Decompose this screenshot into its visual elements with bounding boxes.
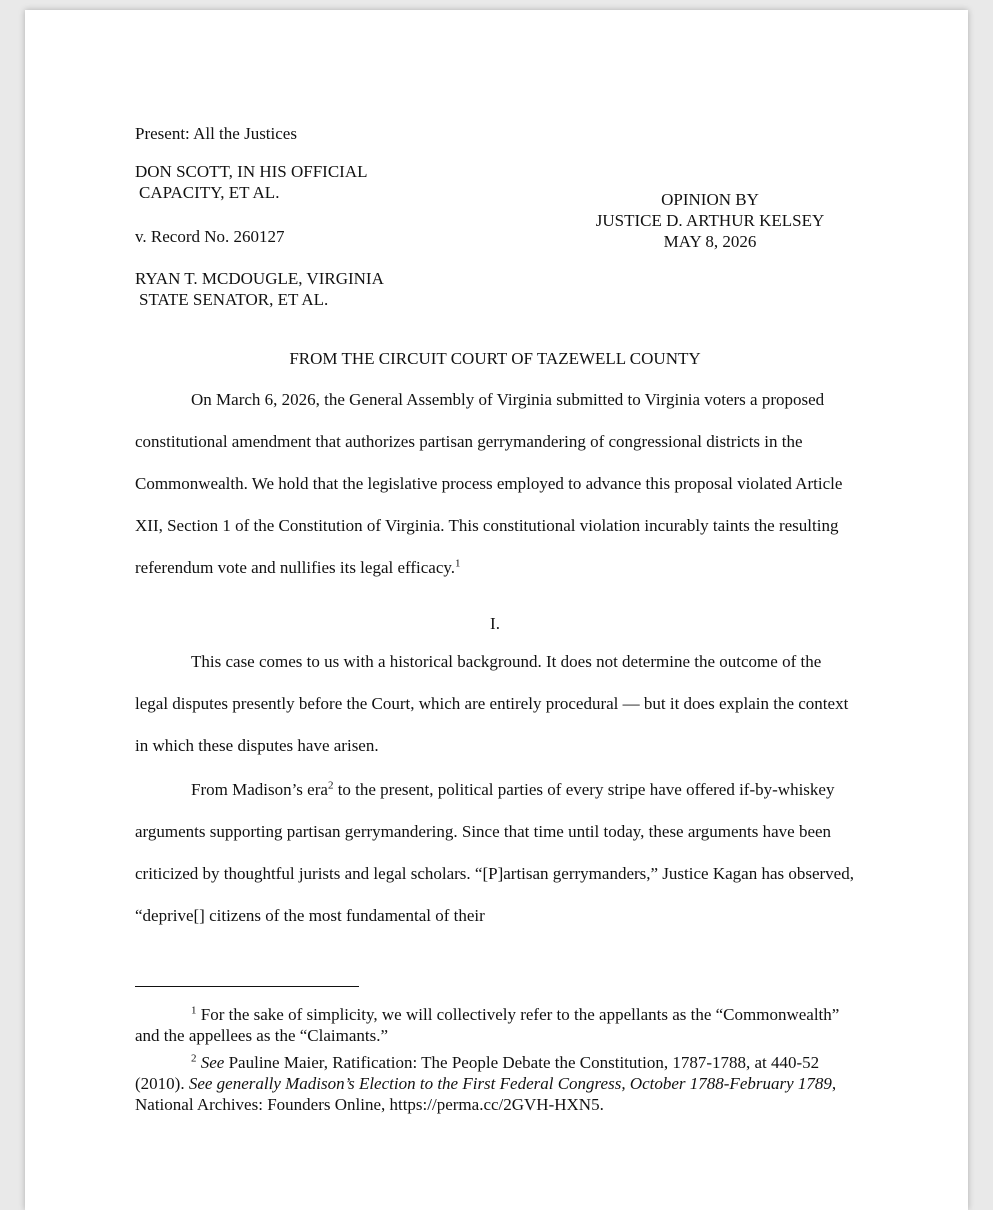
footnote-2: [135, 1052, 855, 1115]
paragraph-1-text: On March 6, 2026, the General Assembly of Virginia submitted to Virginia voters a proposed constitutional amendment that authorizes partisan gerrymandering of congressional districts in the Commonwealth. We hold that the legislative process employed to advance this proposal violated Article XII, Section 1 of the Constitution of Virginia. This constitutional violation incurably taints the resulting referendum vote and nullifies its legal efficacy.: [135, 390, 843, 577]
footnote-2-text-1: Pauline Maier, Ratification: The People Debate the Constitution, 1787-1788, at 440-52 (2010).: [135, 1053, 820, 1093]
opinion-author: JUSTICE D. ARTHUR KELSEY: [595, 211, 825, 230]
opinion-by: OPINION BY: [661, 190, 759, 209]
appellant-line-1: DON SCOTT, IN HIS OFFICIAL: [135, 162, 368, 181]
paragraph-1: [135, 379, 855, 589]
footnote-1: [135, 1004, 855, 1046]
appellant-line-2: CAPACITY, ET AL.: [139, 183, 280, 202]
appellee-line-2: STATE SENATOR, ET AL.: [139, 290, 329, 309]
paragraph-2-text: This case comes to us with a historical background. It does not determine the outcome of the legal disputes presently before the Court, which are entirely procedural — but it does explain the context in which these disputes have arisen.: [135, 652, 849, 755]
opinion-date: MAY 8, 2026: [663, 232, 757, 251]
footnote-2-see: See: [200, 1053, 225, 1072]
court-heading: FROM THE CIRCUIT COURT OF TAZEWELL COUNTY: [289, 349, 701, 368]
paragraph-3: [135, 769, 855, 937]
record-number: v. Record No. 260127: [135, 227, 285, 246]
footnote-ref-2[interactable]: 2: [327, 779, 334, 792]
footnote-2-number: 2: [191, 1052, 197, 1065]
footnote-2-italic-title: See generally Madison’s Election to the First Federal Congress, October 1788-February 1789: [188, 1074, 832, 1093]
document-page: [25, 10, 968, 1210]
section-heading: I.: [490, 614, 500, 633]
appellee-line-1: RYAN T. MCDOUGLE, VIRGINIA: [135, 269, 384, 288]
footnote-divider: [135, 986, 359, 987]
footnote-1-text: For the sake of simplicity, we will collectively refer to the appellants as the “Commonwealth” and the appellees as the “Claimants.”: [135, 1005, 840, 1045]
footnote-ref-1[interactable]: 1: [455, 557, 461, 570]
present-line: Present: All the Justices: [135, 124, 297, 143]
paragraph-3-before: From Madison’s era: [191, 780, 328, 799]
paragraph-3-after: to the present, political parties of every stripe have offered if-by-whiskey arguments supporting partisan gerrymandering. Since that time until today, these arguments have been criticized by thoughtful jurists and legal scholars. “[P]artisan gerrymanders,” Justice Kagan has observed, “deprive[] citizens of the most fundamental of their: [135, 780, 854, 925]
opinion-block: [580, 189, 840, 252]
footnotes: [135, 1004, 855, 1121]
paragraph-2: [135, 641, 855, 767]
footnote-2-text-2: , National Archives: Founders Online, https://perma.cc/2GVH-HXN5.: [135, 1074, 837, 1114]
footnote-1-number: 1: [191, 1004, 197, 1017]
